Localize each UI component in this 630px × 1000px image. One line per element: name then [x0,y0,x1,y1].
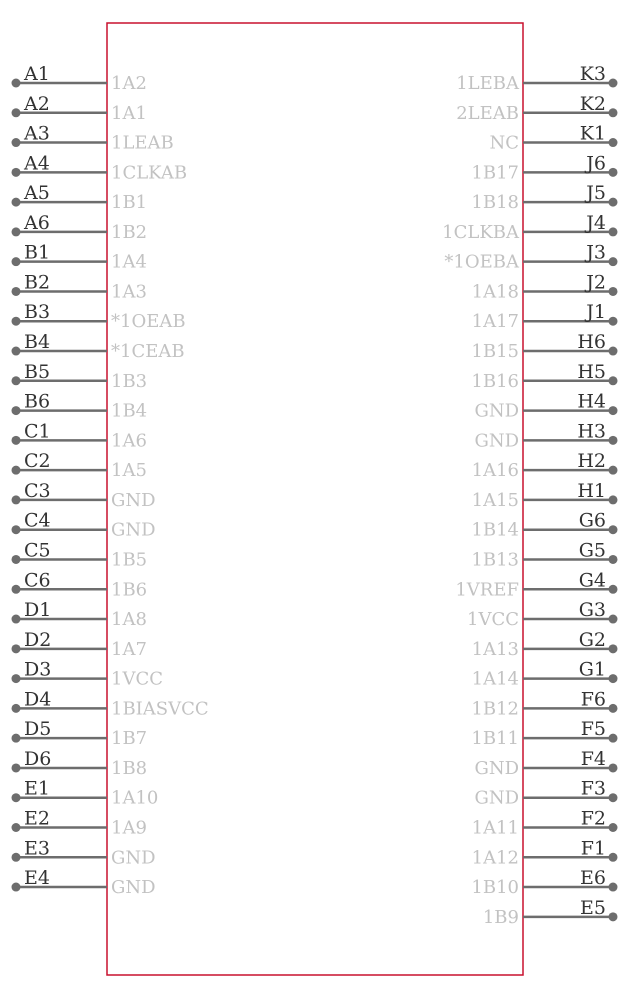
pin-c6 [12,569,148,600]
pin-number-label: G1 [578,658,606,681]
pin-name-label: 1B7 [111,728,148,750]
pin-b5 [12,361,148,392]
pin-connection-dot [609,347,618,356]
pin-number-label: B1 [24,241,51,264]
pin-name-label: 1A6 [111,430,147,452]
pin-number-label: H4 [577,390,606,413]
pin-j1 [472,301,618,332]
pin-connection-dot [609,257,618,266]
pin-name-label: 1CLKBA [442,221,519,243]
pin-a1 [12,63,147,94]
pin-e3 [12,837,156,868]
pin-number-label: B6 [24,390,51,413]
pin-connection-dot [609,585,618,594]
pin-name-label: GND [111,847,156,869]
pin-f5 [471,718,617,749]
pin-g6 [471,510,617,541]
pin-number-label: D2 [24,628,52,651]
pin-number-label: D1 [24,599,52,622]
pin-connection-dot [12,347,21,356]
pin-name-label: GND [111,519,156,541]
pin-number-label: G6 [578,509,606,532]
pin-connection-dot [12,317,21,326]
pin-number-label: F6 [580,688,606,711]
pin-connection-dot [12,376,21,385]
pin-d5 [12,718,148,749]
pin-name-label: 1B18 [471,192,519,214]
pin-j3 [444,242,617,273]
pin-connection-dot [609,615,618,624]
pin-name-label: 1A5 [111,460,147,482]
pin-e4 [12,867,156,898]
pin-f1 [472,837,618,868]
pin-connection-dot [609,436,618,445]
pin-name-label: GND [474,430,519,452]
pin-name-label: 1A9 [111,817,147,839]
pin-connection-dot [609,793,618,802]
pin-number-label: E4 [24,867,50,890]
pin-name-label: 1B10 [471,877,519,899]
pin-number-label: B4 [24,331,51,354]
pin-name-label: GND [111,877,156,899]
pin-number-label: F5 [580,718,606,741]
pin-name-label: 2LEAB [456,102,519,124]
pin-number-label: C1 [24,420,51,443]
pin-name-label: 1VCC [111,668,163,690]
pin-name-label: 1B9 [482,906,519,928]
pin-number-label: D4 [24,688,52,711]
pin-connection-dot [609,853,618,862]
pin-f4 [474,748,617,779]
pin-connection-dot [609,704,618,713]
pin-number-label: C4 [24,509,51,532]
pin-connection-dot [609,823,618,832]
pin-connection-dot [12,227,21,236]
pin-number-label: C3 [24,479,51,502]
left-pin-group [12,63,209,898]
pin-g3 [467,599,618,630]
pin-name-label: 1B6 [111,579,148,601]
pin-number-label: E1 [24,777,50,800]
pin-c4 [12,510,156,541]
pin-d2 [12,629,147,660]
pin-h4 [474,391,617,422]
pin-connection-dot [12,108,21,117]
pin-g1 [472,659,618,690]
pin-j5 [471,182,617,213]
pin-a6 [12,212,148,243]
pin-number-label: F1 [580,837,606,860]
pin-number-label: B3 [24,301,51,324]
pin-name-label: 1A2 [111,73,147,94]
pin-j6 [471,152,617,183]
pin-number-label: A1 [24,63,50,85]
pin-number-label: C6 [24,569,51,592]
pin-connection-dot [609,644,618,653]
pin-connection-dot [609,376,618,385]
pin-a5 [12,182,148,213]
pin-number-label: K2 [579,92,606,115]
pin-name-label: 1A12 [471,847,519,869]
pin-number-label: F2 [580,807,606,830]
pin-connection-dot [609,287,618,296]
pin-number-label: C2 [24,450,51,473]
pin-f2 [472,808,618,839]
pin-connection-dot [12,883,21,892]
pin-number-label: D6 [24,747,52,770]
pin-name-label: 1A4 [111,251,147,273]
pin-name-label: 1BIASVCC [111,698,209,720]
pin-connection-dot [12,674,21,683]
pin-name-label: NC [489,132,519,154]
pin-connection-dot [609,227,618,236]
pin-connection-dot [609,912,618,921]
pin-number-label: H3 [577,420,606,443]
pin-number-label: A5 [24,182,50,205]
pin-g5 [471,539,617,570]
pin-h5 [471,361,617,392]
pin-number-label: A6 [24,211,50,234]
pin-connection-dot [12,704,21,713]
pin-a3 [12,123,174,154]
pin-connection-dot [609,406,618,415]
pin-c2 [12,450,147,481]
pin-number-label: J4 [586,211,606,234]
pin-e1 [12,778,159,809]
pin-connection-dot [609,466,618,475]
pin-number-label: K1 [579,122,606,145]
pin-name-label: 1A15 [471,489,519,511]
pin-name-label: GND [111,489,156,511]
pin-number-label: G4 [578,569,606,592]
pin-name-label: 1A8 [111,609,147,631]
pin-connection-dot [609,674,618,683]
pin-b6 [12,391,148,422]
pin-connection-dot [12,555,21,564]
pin-c5 [12,539,148,570]
pin-j4 [442,212,617,243]
pin-connection-dot [12,436,21,445]
pin-f6 [471,688,617,719]
right-pin-group [442,63,617,928]
pin-name-label: 1A1 [111,102,147,124]
pin-j2 [472,271,618,302]
pin-name-label: 1LEAB [111,132,174,154]
pin-number-label: E5 [580,896,606,919]
pin-c3 [12,480,156,511]
pin-number-label: H5 [577,360,606,383]
pin-name-label: 1A18 [471,281,519,303]
pin-number-label: F3 [580,777,606,800]
pin-number-label: A4 [24,152,50,175]
pin-name-label: 1VCC [467,609,519,631]
pin-number-label: F4 [580,747,606,770]
pin-number-label: A2 [24,92,50,115]
pin-e6 [471,867,617,898]
pin-name-label: GND [474,400,519,422]
pin-h3 [474,420,617,451]
pin-connection-dot [609,555,618,564]
pin-name-label: 1B14 [471,519,519,541]
pin-connection-dot [12,287,21,296]
pin-k1 [489,123,617,154]
pin-number-label: B5 [24,360,51,383]
pin-name-label: *1OEAB [111,311,186,333]
pin-name-label: 1A16 [471,460,519,482]
pin-connection-dot [12,793,21,802]
pin-name-label: 1B1 [111,192,148,214]
pin-connection-dot [12,466,21,475]
pin-connection-dot [609,79,618,88]
pin-connection-dot [609,495,618,504]
pin-number-label: D3 [24,658,52,681]
pin-b2 [12,271,147,302]
pin-name-label: 1B5 [111,549,148,571]
pin-connection-dot [609,525,618,534]
pin-b1 [12,242,147,273]
pin-connection-dot [609,198,618,207]
pin-g4 [455,569,617,600]
pin-b4 [12,331,185,362]
pin-name-label: 1B12 [471,698,519,720]
pin-connection-dot [609,138,618,147]
pin-number-label: H2 [577,450,606,473]
pin-h1 [472,480,618,511]
pin-connection-dot [12,525,21,534]
pin-connection-dot [12,406,21,415]
pin-connection-dot [12,257,21,266]
pin-number-label: G2 [578,628,606,651]
pin-d6 [12,748,148,779]
pin-number-label: E6 [580,867,606,890]
pin-name-label: *1OEBA [444,251,519,273]
pin-number-label: K3 [579,63,606,85]
pin-name-label: 1A11 [471,817,519,839]
pin-number-label: D5 [24,718,52,741]
pin-number-label: C5 [24,539,51,562]
pin-number-label: E2 [24,807,50,830]
pin-number-label: J1 [586,301,606,324]
pin-number-label: J5 [586,182,606,205]
pin-number-label: J6 [586,152,606,175]
pin-connection-dot [12,168,21,177]
pin-name-label: 1CLKAB [111,162,188,184]
pin-name-label: 1A14 [471,668,519,690]
pin-number-label: G3 [578,599,606,622]
pin-connection-dot [12,644,21,653]
pin-name-label: 1B15 [471,341,519,363]
pin-e5 [483,897,618,928]
pin-number-label: J2 [586,271,606,294]
pin-connection-dot [12,853,21,862]
pin-number-label: G5 [578,539,606,562]
pin-name-label: 1A3 [111,281,147,303]
pin-connection-dot [12,615,21,624]
pin-connection-dot [12,495,21,504]
pin-c1 [12,420,147,451]
pin-connection-dot [12,138,21,147]
pin-name-label: 1LEBA [456,73,519,94]
pin-connection-dot [12,763,21,772]
pin-name-label: GND [474,787,519,809]
pin-connection-dot [12,585,21,594]
pin-e2 [12,808,147,839]
pin-number-label: B2 [24,271,51,294]
pin-name-label: 1A13 [471,638,519,660]
pin-d1 [12,599,147,630]
pin-name-label: 1B13 [471,549,519,571]
pin-connection-dot [609,108,618,117]
pin-connection-dot [609,168,618,177]
pin-name-label: 1B4 [111,400,148,422]
pin-name-label: *1CEAB [111,341,185,363]
pin-name-label: 1A17 [471,311,519,333]
pin-name-label: 1B16 [471,370,519,392]
pin-a4 [12,152,188,183]
pin-name-label: 1B2 [111,221,148,243]
pin-k3 [456,63,617,94]
pin-connection-dot [609,734,618,743]
pin-name-label: 1B17 [471,162,519,184]
pin-connection-dot [12,823,21,832]
pin-name-label: 1VREF [455,579,519,601]
pin-connection-dot [12,198,21,207]
pin-g2 [472,629,618,660]
pin-h2 [472,450,618,481]
pin-name-label: 1B8 [111,757,148,779]
pin-number-label: A3 [24,122,50,145]
pin-name-label: 1B11 [471,728,519,750]
pin-number-label: E3 [24,837,50,860]
pin-name-label: GND [474,757,519,779]
pin-h6 [471,331,617,362]
pin-connection-dot [12,734,21,743]
pin-d4 [12,688,209,719]
pin-a2 [12,93,147,124]
pin-k2 [456,93,617,124]
pin-name-label: 1B3 [111,370,148,392]
pin-connection-dot [12,79,21,88]
pin-f3 [474,778,617,809]
pin-number-label: J3 [586,241,606,264]
pin-d3 [12,659,164,690]
pin-number-label: H1 [577,479,606,502]
pin-name-label: 1A10 [111,787,159,809]
pin-b3 [12,301,186,332]
pin-number-label: H6 [577,331,606,354]
pin-connection-dot [609,317,618,326]
pin-name-label: 1A7 [111,638,147,660]
pin-connection-dot [609,883,618,892]
pin-connection-dot [609,763,618,772]
